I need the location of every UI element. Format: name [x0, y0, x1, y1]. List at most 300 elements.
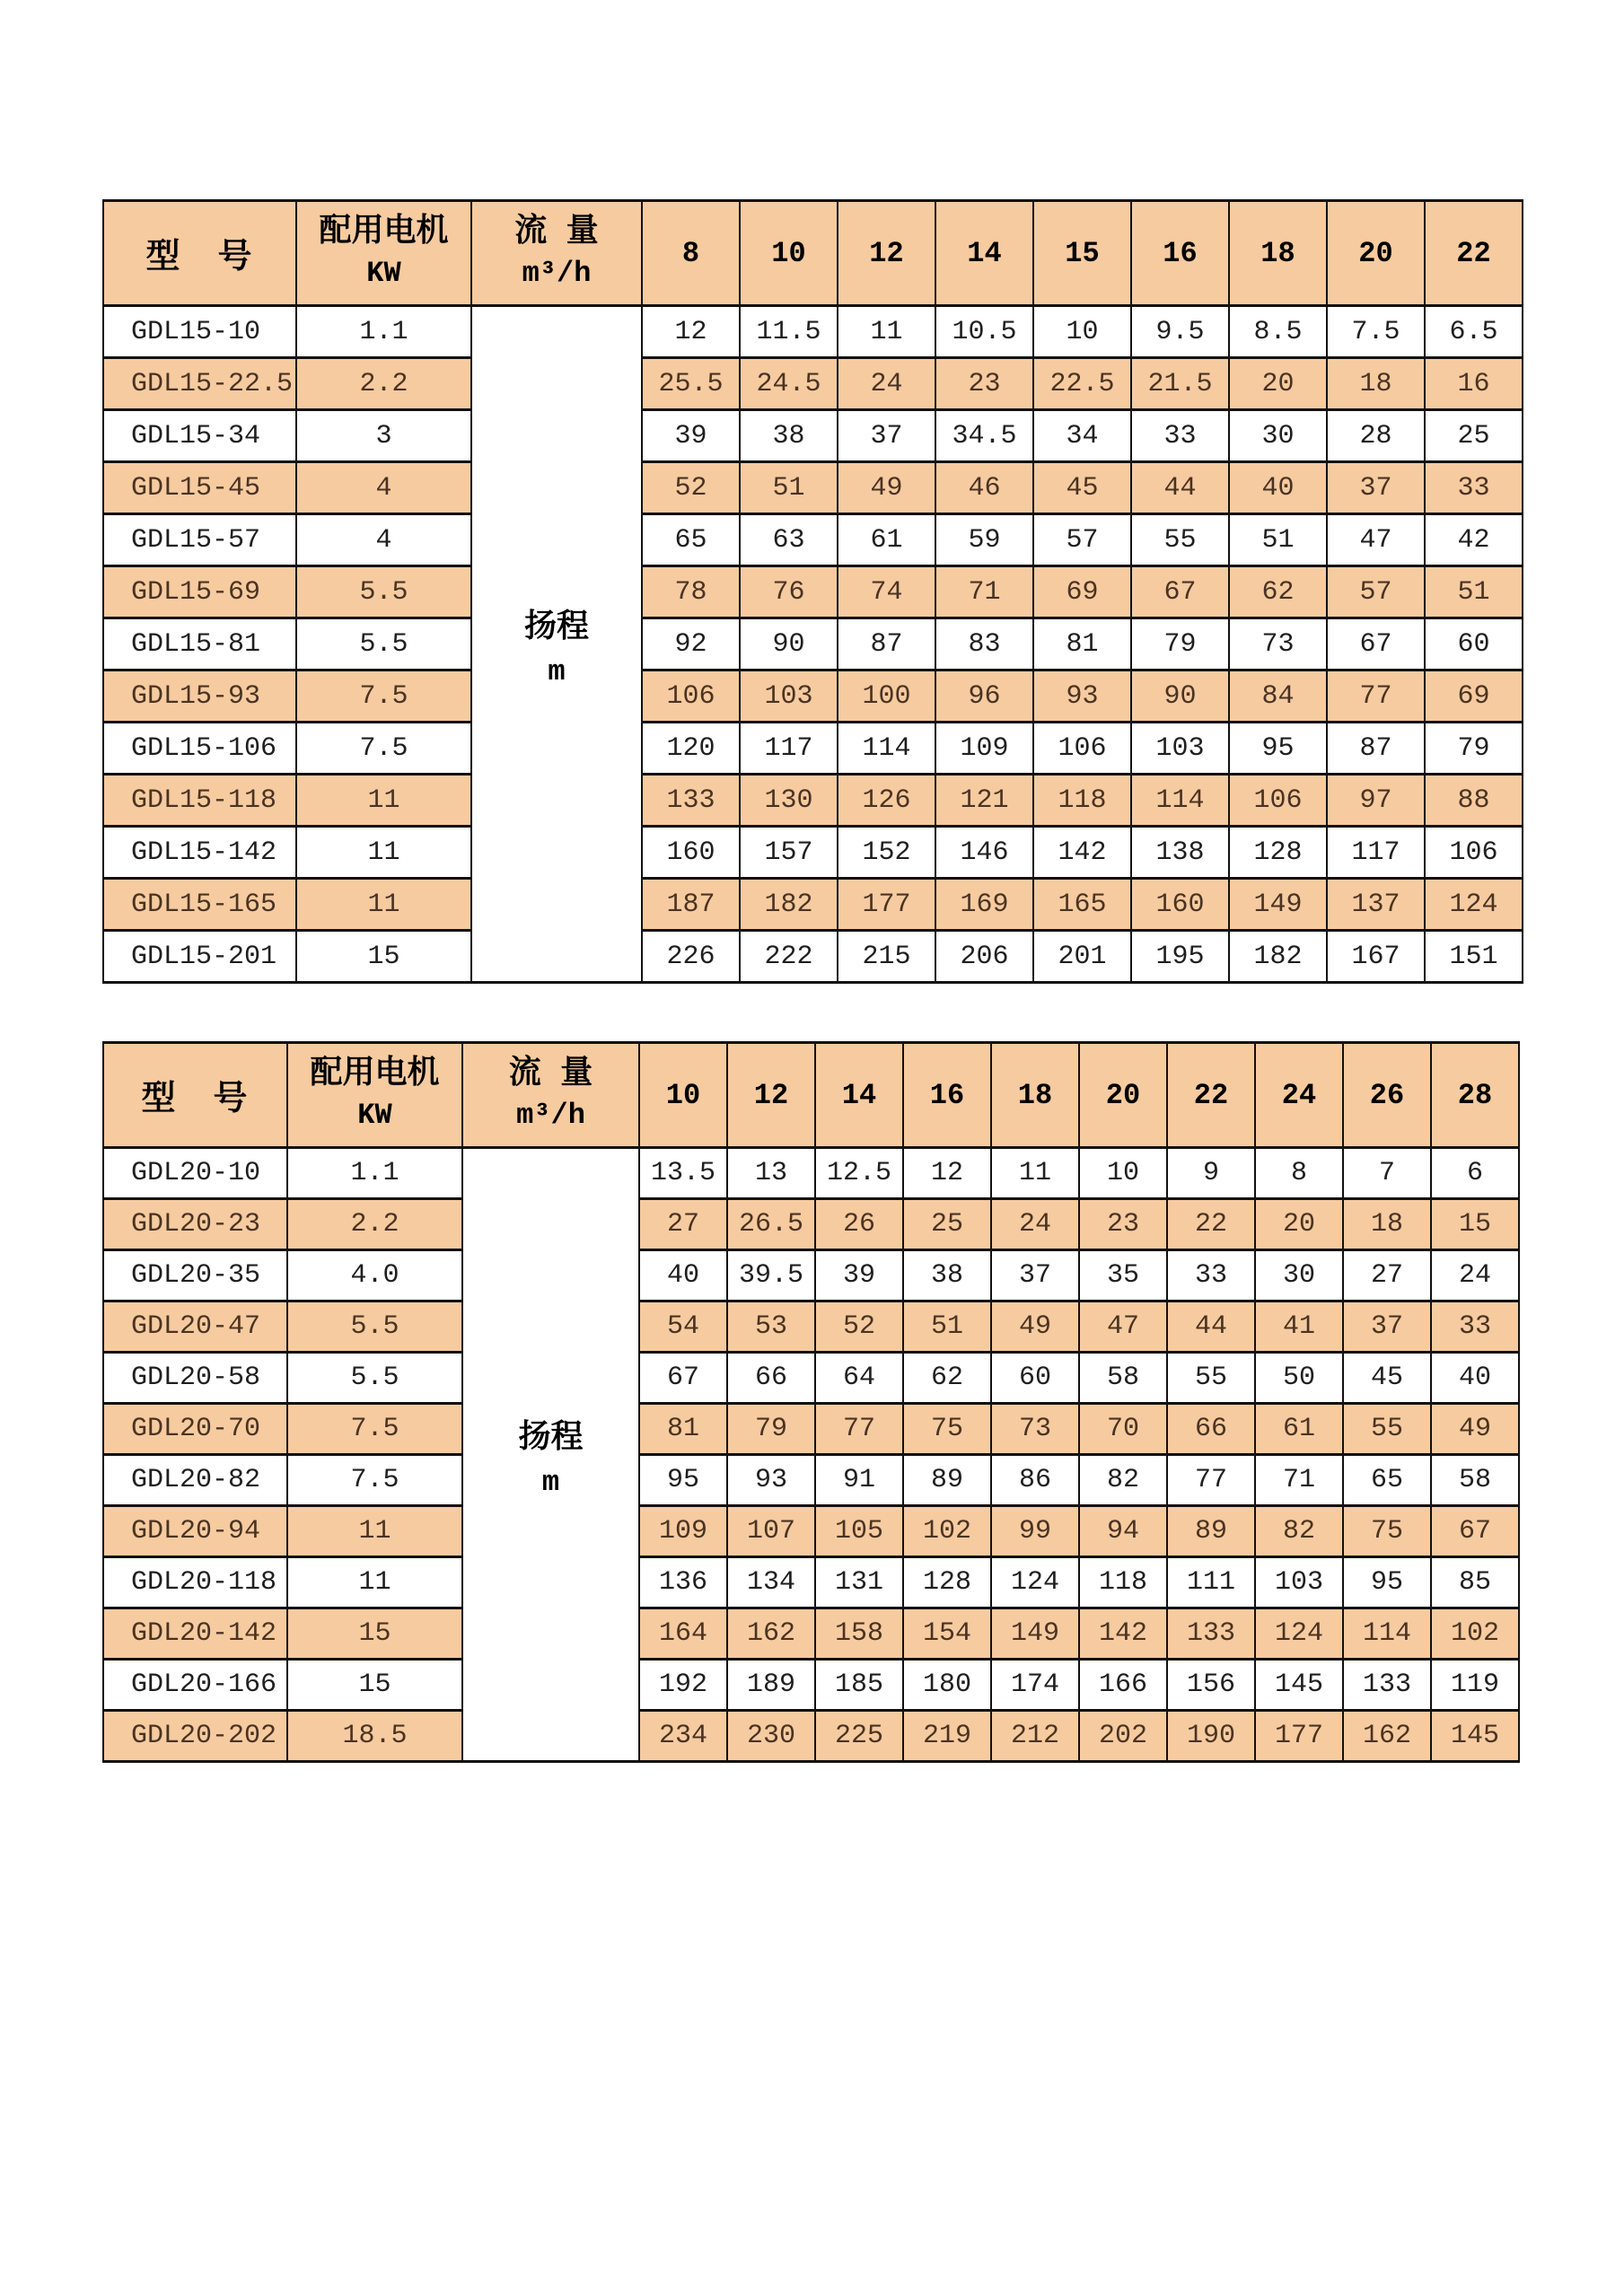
model-cell: GDL20-94 — [103, 1506, 287, 1557]
head-value-cell: 49 — [1431, 1404, 1519, 1455]
head-value-cell: 114 — [838, 723, 935, 775]
head-value-cell: 84 — [1229, 670, 1327, 723]
motor-label-cn: 配用电机 — [310, 1056, 440, 1092]
head-meters-span-cell: 扬程 m — [471, 306, 642, 983]
head-value-cell: 45 — [1343, 1353, 1431, 1404]
head-value-cell: 162 — [727, 1608, 815, 1660]
table-row — [103, 1557, 1519, 1608]
head-value-cell: 158 — [815, 1608, 903, 1660]
head-value-cell: 38 — [740, 410, 838, 462]
head-value-cell: 6.5 — [1425, 306, 1523, 358]
head-value-cell: 126 — [838, 775, 935, 827]
head-value-cell: 73 — [1229, 618, 1327, 670]
head-value-cell: 45 — [1033, 462, 1131, 514]
gdl15-spec-table — [102, 199, 1523, 984]
head-value-cell: 103 — [740, 670, 838, 723]
head-value-cell: 8.5 — [1229, 306, 1327, 358]
flow-value-header: 16 — [903, 1043, 991, 1148]
flow-unit-label: m³/h — [516, 1099, 585, 1132]
head-value-cell: 39 — [642, 410, 740, 462]
flow-value-header: 8 — [642, 201, 740, 306]
head-value-cell: 27 — [1343, 1250, 1431, 1301]
gdl20-table-body — [103, 1148, 1519, 1762]
head-value-cell: 149 — [1229, 879, 1327, 931]
model-cell: GDL20-58 — [103, 1353, 287, 1404]
model-cell: GDL20-82 — [103, 1455, 287, 1506]
head-value-cell: 134 — [727, 1557, 815, 1608]
motor-kw-cell: 11 — [287, 1557, 462, 1608]
model-cell: GDL20-142 — [103, 1608, 287, 1660]
head-value-cell: 40 — [639, 1250, 727, 1301]
table-row — [103, 1660, 1519, 1711]
motor-kw-cell: 15 — [287, 1608, 462, 1660]
head-value-cell: 25 — [903, 1199, 991, 1250]
head-value-cell: 18 — [1343, 1199, 1431, 1250]
head-value-cell: 166 — [1079, 1660, 1167, 1711]
model-cell: GDL15-106 — [103, 723, 296, 775]
model-column-header: 型 号 — [103, 201, 296, 306]
motor-kw-cell: 7.5 — [287, 1455, 462, 1506]
flow-value-header: 20 — [1079, 1043, 1167, 1148]
motor-kw-cell: 18.5 — [287, 1711, 462, 1762]
head-value-cell: 39.5 — [727, 1250, 815, 1301]
table-row — [103, 514, 1523, 566]
table-row — [103, 1250, 1519, 1301]
table-row — [103, 723, 1523, 775]
head-value-cell: 102 — [903, 1506, 991, 1557]
head-value-cell: 78 — [642, 566, 740, 618]
head-value-cell: 152 — [838, 827, 935, 879]
head-value-cell: 105 — [815, 1506, 903, 1557]
head-value-cell: 89 — [903, 1455, 991, 1506]
motor-kw-cell: 7.5 — [287, 1404, 462, 1455]
model-cell: GDL20-35 — [103, 1250, 287, 1301]
head-value-cell: 8 — [1255, 1148, 1343, 1199]
head-value-cell: 41 — [1255, 1301, 1343, 1353]
head-value-cell: 133 — [1343, 1660, 1431, 1711]
head-value-cell: 37 — [838, 410, 935, 462]
head-value-cell: 106 — [1033, 723, 1131, 775]
head-value-cell: 75 — [903, 1404, 991, 1455]
flow-value-header: 14 — [935, 201, 1033, 306]
head-value-cell: 23 — [935, 358, 1033, 410]
head-value-cell: 107 — [727, 1506, 815, 1557]
flow-label-cn: 流 量 — [508, 1056, 593, 1092]
head-value-cell: 65 — [642, 514, 740, 566]
head-value-cell: 82 — [1255, 1506, 1343, 1557]
model-cell: GDL15-142 — [103, 827, 296, 879]
head-value-cell: 28 — [1327, 410, 1425, 462]
flow-column-header — [471, 201, 642, 306]
head-value-cell: 190 — [1167, 1711, 1255, 1762]
table-row — [103, 306, 1523, 358]
head-value-cell: 226 — [642, 931, 740, 983]
head-value-cell: 95 — [1229, 723, 1327, 775]
head-value-cell: 33 — [1131, 410, 1229, 462]
motor-kw-cell: 1.1 — [296, 306, 471, 358]
flow-value-header: 22 — [1425, 201, 1523, 306]
head-value-cell: 10 — [1079, 1148, 1167, 1199]
head-value-cell: 61 — [838, 514, 935, 566]
head-value-cell: 38 — [903, 1250, 991, 1301]
head-value-cell: 67 — [639, 1353, 727, 1404]
head-value-cell: 46 — [935, 462, 1033, 514]
table-row — [103, 775, 1523, 827]
head-value-cell: 11 — [991, 1148, 1079, 1199]
head-value-cell: 13.5 — [639, 1148, 727, 1199]
head-value-cell: 54 — [639, 1301, 727, 1353]
motor-kw-cell: 3 — [296, 410, 471, 462]
head-value-cell: 225 — [815, 1711, 903, 1762]
table-row — [103, 358, 1523, 410]
flow-label-cn: 流 量 — [514, 214, 599, 250]
head-value-cell: 15 — [1431, 1199, 1519, 1250]
model-cell: GDL15-22.5 — [103, 358, 296, 410]
head-value-cell: 26.5 — [727, 1199, 815, 1250]
head-value-cell: 37 — [991, 1250, 1079, 1301]
head-value-cell: 177 — [838, 879, 935, 931]
head-value-cell: 192 — [639, 1660, 727, 1711]
motor-kw-cell: 7.5 — [296, 670, 471, 723]
head-value-cell: 49 — [838, 462, 935, 514]
head-value-cell: 85 — [1431, 1557, 1519, 1608]
head-value-cell: 6 — [1431, 1148, 1519, 1199]
head-value-cell: 66 — [1167, 1404, 1255, 1455]
head-value-cell: 20 — [1229, 358, 1327, 410]
head-value-cell: 62 — [903, 1353, 991, 1404]
motor-kw-cell: 4 — [296, 514, 471, 566]
head-value-cell: 97 — [1327, 775, 1425, 827]
table-row — [103, 1404, 1519, 1455]
head-value-cell: 215 — [838, 931, 935, 983]
head-value-cell: 164 — [639, 1608, 727, 1660]
head-value-cell: 63 — [740, 514, 838, 566]
head-value-cell: 77 — [1327, 670, 1425, 723]
motor-kw-cell: 4 — [296, 462, 471, 514]
model-cell: GDL15-57 — [103, 514, 296, 566]
head-value-cell: 77 — [1167, 1455, 1255, 1506]
head-value-cell: 37 — [1343, 1301, 1431, 1353]
motor-kw-cell: 11 — [296, 879, 471, 931]
head-value-cell: 182 — [1229, 931, 1327, 983]
head-value-cell: 62 — [1229, 566, 1327, 618]
head-value-cell: 26 — [815, 1199, 903, 1250]
flow-value-header: 28 — [1431, 1043, 1519, 1148]
head-value-cell: 24 — [838, 358, 935, 410]
head-value-cell: 160 — [1131, 879, 1229, 931]
head-value-cell: 67 — [1327, 618, 1425, 670]
head-value-cell: 21.5 — [1131, 358, 1229, 410]
table-row — [103, 1301, 1519, 1353]
motor-label-cn: 配用电机 — [319, 214, 449, 250]
head-value-cell: 234 — [639, 1711, 727, 1762]
flow-unit-label: m³/h — [522, 257, 592, 290]
head-value-cell: 77 — [815, 1404, 903, 1455]
head-value-cell: 160 — [642, 827, 740, 879]
head-value-cell: 22.5 — [1033, 358, 1131, 410]
table-row — [103, 879, 1523, 931]
head-value-cell: 69 — [1033, 566, 1131, 618]
head-value-cell: 117 — [740, 723, 838, 775]
head-value-cell: 131 — [815, 1557, 903, 1608]
head-value-cell: 106 — [1425, 827, 1523, 879]
flow-value-header: 12 — [838, 201, 935, 306]
motor-kw-cell: 5.5 — [287, 1353, 462, 1404]
head-value-cell: 33 — [1167, 1250, 1255, 1301]
motor-kw-cell: 15 — [296, 931, 471, 983]
head-value-cell: 75 — [1343, 1506, 1431, 1557]
head-value-cell: 33 — [1431, 1301, 1519, 1353]
head-value-cell: 71 — [1255, 1455, 1343, 1506]
head-value-cell: 106 — [1229, 775, 1327, 827]
head-value-cell: 185 — [815, 1660, 903, 1711]
head-value-cell: 90 — [740, 618, 838, 670]
head-value-cell: 167 — [1327, 931, 1425, 983]
head-value-cell: 201 — [1033, 931, 1131, 983]
head-value-cell: 53 — [727, 1301, 815, 1353]
table-row — [103, 566, 1523, 618]
motor-unit-label: KW — [357, 1099, 392, 1132]
head-value-cell: 44 — [1131, 462, 1229, 514]
head-value-cell: 124 — [1255, 1608, 1343, 1660]
head-value-cell: 109 — [935, 723, 1033, 775]
table-row — [103, 1506, 1519, 1557]
head-value-cell: 70 — [1079, 1404, 1167, 1455]
flow-value-header: 22 — [1167, 1043, 1255, 1148]
motor-kw-cell: 11 — [287, 1506, 462, 1557]
head-value-cell: 51 — [1229, 514, 1327, 566]
model-cell: GDL15-93 — [103, 670, 296, 723]
head-value-cell: 222 — [740, 931, 838, 983]
head-value-cell: 130 — [740, 775, 838, 827]
head-value-cell: 51 — [1425, 566, 1523, 618]
head-value-cell: 151 — [1425, 931, 1523, 983]
motor-kw-column-header — [296, 201, 471, 306]
table-row — [103, 1711, 1519, 1762]
head-value-cell: 162 — [1343, 1711, 1431, 1762]
flow-value-header: 14 — [815, 1043, 903, 1148]
head-value-cell: 195 — [1131, 931, 1229, 983]
table-row — [103, 1148, 1519, 1199]
model-cell: GDL20-23 — [103, 1199, 287, 1250]
table-row — [103, 1455, 1519, 1506]
head-value-cell: 69 — [1425, 670, 1523, 723]
head-value-cell: 92 — [642, 618, 740, 670]
flow-value-header: 24 — [1255, 1043, 1343, 1148]
head-value-cell: 121 — [935, 775, 1033, 827]
head-value-cell: 124 — [1425, 879, 1523, 931]
head-value-cell: 52 — [642, 462, 740, 514]
head-value-cell: 169 — [935, 879, 1033, 931]
head-value-cell: 145 — [1255, 1660, 1343, 1711]
model-cell: GDL15-165 — [103, 879, 296, 931]
table-row — [103, 670, 1523, 723]
flow-value-header: 16 — [1131, 201, 1229, 306]
head-value-cell: 13 — [727, 1148, 815, 1199]
head-value-cell: 89 — [1167, 1506, 1255, 1557]
head-value-cell: 133 — [1167, 1608, 1255, 1660]
head-value-cell: 79 — [1131, 618, 1229, 670]
head-value-cell: 174 — [991, 1660, 1079, 1711]
head-value-cell: 18 — [1327, 358, 1425, 410]
head-value-cell: 30 — [1229, 410, 1327, 462]
head-value-cell: 145 — [1431, 1711, 1519, 1762]
head-value-cell: 102 — [1431, 1608, 1519, 1660]
head-value-cell: 35 — [1079, 1250, 1167, 1301]
motor-kw-cell: 5.5 — [296, 566, 471, 618]
model-cell: GDL20-202 — [103, 1711, 287, 1762]
head-value-cell: 114 — [1131, 775, 1229, 827]
motor-kw-cell: 2.2 — [296, 358, 471, 410]
head-value-cell: 27 — [639, 1199, 727, 1250]
head-value-cell: 22 — [1167, 1199, 1255, 1250]
motor-kw-cell: 15 — [287, 1660, 462, 1711]
head-value-cell: 137 — [1327, 879, 1425, 931]
head-value-cell: 10.5 — [935, 306, 1033, 358]
head-value-cell: 24 — [1431, 1250, 1519, 1301]
head-value-cell: 156 — [1167, 1660, 1255, 1711]
head-value-cell: 67 — [1431, 1506, 1519, 1557]
head-value-cell: 24.5 — [740, 358, 838, 410]
head-value-cell: 91 — [815, 1455, 903, 1506]
model-cell: GDL15-201 — [103, 931, 296, 983]
head-value-cell: 103 — [1255, 1557, 1343, 1608]
head-value-cell: 142 — [1079, 1608, 1167, 1660]
head-value-cell: 118 — [1033, 775, 1131, 827]
gdl20-spec-table — [102, 1041, 1520, 1763]
head-value-cell: 96 — [935, 670, 1033, 723]
motor-kw-cell: 5.5 — [287, 1301, 462, 1353]
head-value-cell: 57 — [1327, 566, 1425, 618]
head-value-cell: 40 — [1229, 462, 1327, 514]
head-value-cell: 82 — [1079, 1455, 1167, 1506]
motor-kw-cell: 11 — [296, 775, 471, 827]
head-value-cell: 12 — [642, 306, 740, 358]
model-cell: GDL20-118 — [103, 1557, 287, 1608]
model-cell: GDL20-10 — [103, 1148, 287, 1199]
head-value-cell: 55 — [1167, 1353, 1255, 1404]
head-value-cell: 67 — [1131, 566, 1229, 618]
head-value-cell: 87 — [838, 618, 935, 670]
head-value-cell: 180 — [903, 1660, 991, 1711]
model-cell: GDL15-45 — [103, 462, 296, 514]
head-value-cell: 34 — [1033, 410, 1131, 462]
head-value-cell: 81 — [1033, 618, 1131, 670]
model-cell: GDL20-70 — [103, 1404, 287, 1455]
head-value-cell: 55 — [1343, 1404, 1431, 1455]
head-value-cell: 100 — [838, 670, 935, 723]
head-value-cell: 25.5 — [642, 358, 740, 410]
head-value-cell: 86 — [991, 1455, 1079, 1506]
head-value-cell: 124 — [991, 1557, 1079, 1608]
head-value-cell: 66 — [727, 1353, 815, 1404]
head-value-cell: 165 — [1033, 879, 1131, 931]
head-value-cell: 118 — [1079, 1557, 1167, 1608]
head-value-cell: 120 — [642, 723, 740, 775]
motor-kw-cell: 5.5 — [296, 618, 471, 670]
head-value-cell: 74 — [838, 566, 935, 618]
motor-kw-cell: 2.2 — [287, 1199, 462, 1250]
head-value-cell: 117 — [1327, 827, 1425, 879]
head-value-cell: 109 — [639, 1506, 727, 1557]
head-value-cell: 106 — [642, 670, 740, 723]
head-value-cell: 47 — [1079, 1301, 1167, 1353]
head-value-cell: 154 — [903, 1608, 991, 1660]
head-value-cell: 88 — [1425, 775, 1523, 827]
head-value-cell: 157 — [740, 827, 838, 879]
head-value-cell: 73 — [991, 1404, 1079, 1455]
head-value-cell: 114 — [1343, 1608, 1431, 1660]
head-value-cell: 11.5 — [740, 306, 838, 358]
head-value-cell: 60 — [1425, 618, 1523, 670]
flow-value-header: 18 — [1229, 201, 1327, 306]
flow-value-header: 12 — [727, 1043, 815, 1148]
head-value-cell: 103 — [1131, 723, 1229, 775]
head-value-cell: 87 — [1327, 723, 1425, 775]
head-value-cell: 189 — [727, 1660, 815, 1711]
head-value-cell: 33 — [1425, 462, 1523, 514]
model-cell: GDL20-47 — [103, 1301, 287, 1353]
head-value-cell: 177 — [1255, 1711, 1343, 1762]
head-value-cell: 44 — [1167, 1301, 1255, 1353]
head-value-cell: 182 — [740, 879, 838, 931]
motor-kw-cell: 4.0 — [287, 1250, 462, 1301]
head-value-cell: 25 — [1425, 410, 1523, 462]
head-value-cell: 9 — [1167, 1148, 1255, 1199]
head-value-cell: 61 — [1255, 1404, 1343, 1455]
table-row — [103, 618, 1523, 670]
head-meters-span-cell: 扬程 m — [462, 1148, 639, 1762]
flow-value-header: 18 — [991, 1043, 1079, 1148]
head-value-cell: 7.5 — [1327, 306, 1425, 358]
head-value-cell: 90 — [1131, 670, 1229, 723]
head-value-cell: 142 — [1033, 827, 1131, 879]
head-value-cell: 206 — [935, 931, 1033, 983]
head-value-cell: 47 — [1327, 514, 1425, 566]
head-value-cell: 219 — [903, 1711, 991, 1762]
head-value-cell: 24 — [991, 1199, 1079, 1250]
model-cell: GDL15-10 — [103, 306, 296, 358]
head-value-cell: 57 — [1033, 514, 1131, 566]
head-value-cell: 71 — [935, 566, 1033, 618]
head-value-cell: 20 — [1255, 1199, 1343, 1250]
model-cell: GDL15-81 — [103, 618, 296, 670]
head-value-cell: 30 — [1255, 1250, 1343, 1301]
head-value-cell: 52 — [815, 1301, 903, 1353]
head-value-cell: 55 — [1131, 514, 1229, 566]
head-value-cell: 128 — [1229, 827, 1327, 879]
head-value-cell: 99 — [991, 1506, 1079, 1557]
table-row — [103, 410, 1523, 462]
head-value-cell: 42 — [1425, 514, 1523, 566]
model-column-header: 型 号 — [103, 1043, 287, 1148]
head-value-cell: 93 — [727, 1455, 815, 1506]
header-row — [103, 1043, 1519, 1148]
motor-kw-cell: 11 — [296, 827, 471, 879]
head-value-cell: 58 — [1431, 1455, 1519, 1506]
head-value-cell: 64 — [815, 1353, 903, 1404]
flow-column-header — [462, 1043, 639, 1148]
head-value-cell: 59 — [935, 514, 1033, 566]
head-value-cell: 76 — [740, 566, 838, 618]
table-row — [103, 931, 1523, 983]
motor-kw-cell: 1.1 — [287, 1148, 462, 1199]
flow-value-header: 26 — [1343, 1043, 1431, 1148]
head-value-cell: 111 — [1167, 1557, 1255, 1608]
head-value-cell: 58 — [1079, 1353, 1167, 1404]
model-cell: GDL15-34 — [103, 410, 296, 462]
head-value-cell: 93 — [1033, 670, 1131, 723]
